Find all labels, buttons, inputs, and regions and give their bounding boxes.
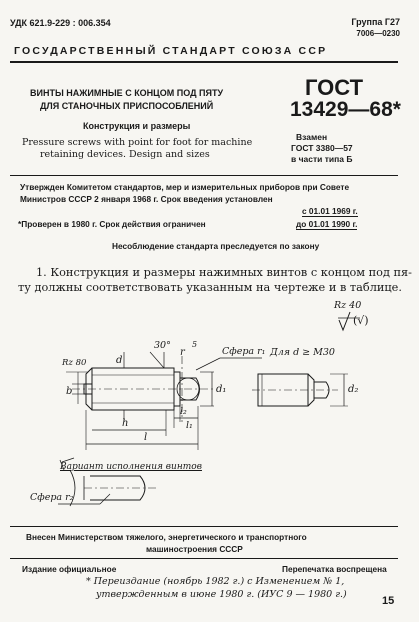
approval-to-date: до 01.01 1990 г. — [296, 219, 358, 229]
approval-checked: *Проверен в 1980 г. Срок действия ограничен — [18, 219, 206, 229]
roughness-sub-label: (√) — [353, 314, 369, 327]
roughness-check-mark — [339, 312, 350, 330]
body-paragraph-line2: ту должны соответствовать указанным на чертеже и в таблице. — [18, 281, 402, 294]
group-code: Группа Г27 — [351, 17, 400, 27]
gost-label: ГОСТ — [305, 75, 364, 100]
introduced-by-line1: Внесен Министерством тяжелого, энергетического и транспортного — [26, 532, 307, 542]
replaces-part: в части типа Б — [291, 154, 353, 164]
udk-code: УДК 621.9-229 : 006.354 — [10, 18, 111, 28]
dim-d1-label: d₁ — [216, 384, 227, 395]
dim-d-label: d — [116, 355, 123, 366]
reprint-prohibited: Перепечатка воспрещена — [282, 564, 387, 574]
gost-number: 13429—68* — [290, 98, 401, 121]
size-5-label: 5 — [192, 340, 198, 349]
for-d-label: Для d ≥ М30 — [270, 347, 335, 358]
state-standard-banner: ГОСУДАРСТВЕННЫЙ СТАНДАРТ СОЮЗА ССР — [14, 45, 328, 57]
radius-r-label: r — [180, 347, 185, 358]
footer-rule-bottom — [10, 558, 398, 559]
rz80-label: Rz 80 — [62, 358, 87, 368]
dim-l-label: l — [144, 432, 148, 443]
penalty-notice: Несоблюдение стандарта преследуется по закону — [112, 241, 320, 251]
title-en-line2: retaining devices. Design and sizes — [40, 149, 210, 160]
dim-d2-label: d₂ — [348, 384, 359, 395]
sphere-r1-label: Сфера r₁ — [222, 346, 266, 357]
page-number: 15 — [382, 595, 395, 607]
official-edition: Издание официальное — [22, 564, 117, 574]
title-ru-line1: ВИНТЫ НАЖИМНЫЕ С КОНЦОМ ПОД ПЯТУ — [30, 88, 224, 98]
footer-rule-top — [10, 526, 398, 527]
introduced-by-line2: машиностроения СССР — [146, 544, 243, 554]
replaces-label: Взамен — [296, 132, 328, 142]
approval-from-date: с 01.01 1969 г. — [302, 206, 358, 216]
replaces-value: ГОСТ 3380—57 — [291, 143, 353, 153]
dim-h-label: h — [122, 418, 129, 429]
title-ru-line2: ДЛЯ СТАНОЧНЫХ ПРИСПОСОБЛЕНИЙ — [40, 101, 214, 111]
title-ru-subtitle: Конструкция и размеры — [83, 121, 191, 131]
dim-l1-label: l₁ — [186, 420, 193, 431]
angle-label: 30° — [154, 340, 171, 351]
reissue-line2: утвержденным в июне 1980 г. (ИУС 9 — 1980 г.) — [96, 589, 347, 600]
reissue-line1: * Переиздание (ноябрь 1982 г.) с Изменением № 1, — [86, 576, 345, 587]
roughness-main-label: Rz 40 — [334, 300, 362, 311]
title-en-line1: Pressure screws with point for foot for machine — [22, 137, 253, 148]
dim-l2-label: l₂ — [180, 406, 187, 417]
variant-label: Вариант исполнения винтов — [60, 462, 202, 472]
approval-line2: Министров СССР 2 января 1968 г. Срок введения установлен — [20, 194, 273, 204]
approval-line1: Утвержден Комитетом стандартов, мер и измерительных приборов при Совете — [20, 182, 350, 192]
dim-b-label: b — [66, 386, 73, 397]
sphere-r2-label: Сфера r₂ — [30, 492, 74, 503]
body-paragraph-line1: 1. Конструкция и размеры нажимных винтов с концом под пя- — [36, 266, 412, 279]
okp-code: 7006—0230 — [356, 29, 400, 38]
